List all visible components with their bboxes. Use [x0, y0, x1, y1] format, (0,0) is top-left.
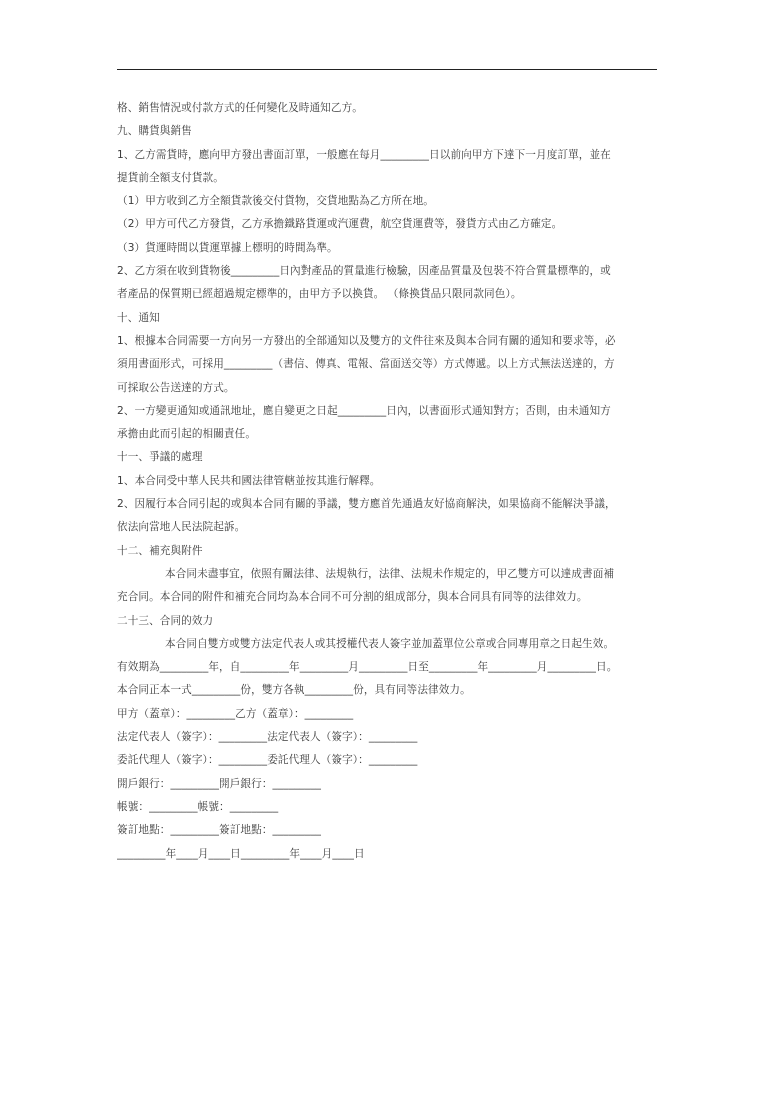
signature-legal-rep-line: 法定代表人（簽字）：_________法定代表人（簽字）：_________	[117, 731, 418, 744]
text-line: 本合同自雙方或雙方法定代表人或其授權代表人簽字並加蓋單位公章或合同專用章之日起生效。	[165, 637, 615, 650]
header-rule	[117, 69, 657, 70]
text-line: （1）甲方收到乙方全額貨款後交付貨物，交貨地點為乙方所在地。	[117, 195, 434, 208]
text-line: 2、乙方須在收到貨物後_________日內對產品的質量進行檢驗，因產品質量及包裝不符合質量標準的，或	[117, 265, 611, 278]
section-heading: 十一、爭議的處理	[117, 451, 203, 464]
bank-line: 開戶銀行：_________開戶銀行：_________	[117, 777, 322, 790]
text-line: 格、銷售情況或付款方式的任何變化及時通知乙方。	[117, 102, 363, 114]
text-line: 須用書面形式，可採用_________（書信、傳真、電報、當面送交等）方式傳遞。以上方式無法送達的，方	[117, 358, 615, 371]
text-line: （3）貨運時間以貨運單據上標明的時間為準。	[117, 241, 338, 254]
text-line: （2）甲方可代乙方發貨，乙方承擔鐵路貨運或汽運費，航空貨運費等，發貨方式由乙方確定。	[117, 218, 563, 231]
text-line: 依法向當地人民法院起訴。	[117, 521, 246, 534]
text-line: 2、一方變更通知或通訊地址，應自變更之日起_________日內，以書面形式通知對方；否則，由未通知方	[117, 404, 611, 417]
validity-period-line: 有效期為_________年，自_________年_________月_________日至_________年_________月_________日。	[117, 661, 618, 674]
text-line: 1、乙方需貨時，應向甲方發出書面訂單，一般應在每月_________日以前向甲方下達下一月度訂單，並在	[117, 148, 611, 161]
text-line: 可採取公告送達的方式。	[117, 381, 235, 394]
signature-agent-line: 委託代理人（簽字）：_________委託代理人（簽字）：_________	[117, 754, 418, 767]
text-line: 1、本合同受中華人民共和國法律管轄並按其進行解釋。	[117, 474, 381, 487]
text-line: 1、根據本合同需要一方向另一方發出的全部通知以及雙方的文件往來及與本合同有關的通知和要求等，必	[117, 334, 616, 347]
section-heading: 十、通知	[117, 311, 160, 324]
section-heading: 九、購貨與銷售	[117, 125, 192, 138]
text-line: 2、因履行本合同引起的或與本合同有關的爭議，雙方應首先通過友好協商解決，如果協商不能解決爭議，	[117, 498, 616, 511]
signature-party-line: 甲方（蓋章）：_________乙方（蓋章）：_________	[117, 707, 354, 720]
copies-line: 本合同正本一式_________份，雙方各執_________份，具有同等法律效力。	[117, 684, 471, 697]
text-line: 者產品的保質期已經超過規定標準的，由甲方予以換貨。 （條換貨品只限同款同色）。	[117, 288, 522, 301]
text-line: 充合同。本合同的附件和補充合同均為本合同不可分割的組成部分，與本合同具有同等的法律效力。	[117, 591, 588, 604]
text-line: 本合同未盡事宜，依照有關法律、法規執行，法律、法規未作規定的，甲乙雙方可以達成書面補	[165, 567, 615, 580]
text-line: 承擔由此而引起的相關責任。	[117, 428, 257, 441]
account-line: 帳號：_________帳號：_________	[117, 800, 279, 813]
section-heading: 十二、補充與附件	[117, 544, 203, 557]
section-heading: 二十三、合同的效力	[117, 614, 214, 627]
text-line: 提貨前全額支付貨款。	[117, 171, 224, 184]
document-body	[117, 97, 657, 866]
signing-place-line: 簽訂地點：_________簽訂地點：_________	[117, 824, 322, 837]
date-line: _________年____月____日_________年____月____日	[117, 847, 365, 860]
